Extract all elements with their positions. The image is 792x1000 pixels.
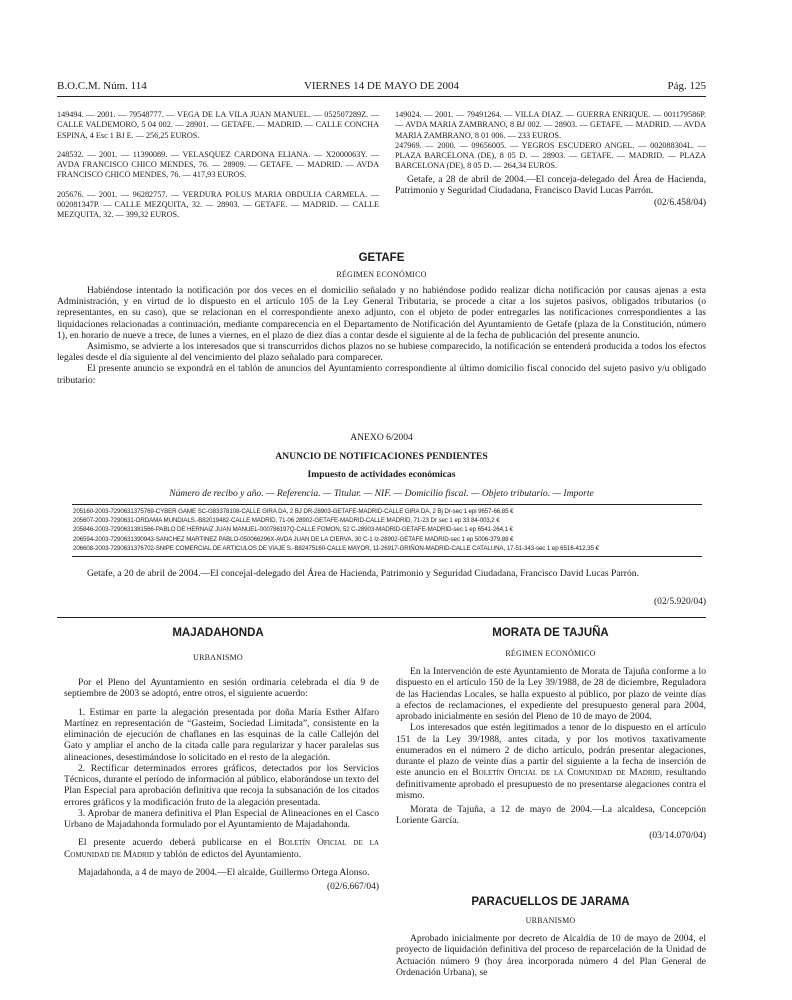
table-row: 205607-2003-7290631-ORDAMA MUNDIALS.-B82019482-CALLE MADRID, 71-06 28902-GETAFE-MADRID-CALLE MADRID, 71-23 Dr sec 1 ep 33 84-003,2 € <box>73 517 500 525</box>
paragraph <box>64 837 379 860</box>
bulletin-name: Boletín Oficial de la Comunidad de Madrid <box>64 837 379 860</box>
paragraph: Aprobado inicialmente por decreto de Alcaldía de 10 de mayo de 2004, el proyecto de liquidación definitiva del proceso de reparcelación de la Unidad de Actuación número 9 (hoy área incorporada número 4 del Plan General de Ordenación Urbana), se <box>396 933 706 978</box>
annex-title: ANUNCIO DE NOTIFICACIONES PENDIENTES <box>275 451 488 462</box>
bulletin-number: B.O.C.M. Núm. 114 <box>57 80 147 92</box>
receipt-entry: 247969. — 2000. — 09656005. — YEGROS ESCUDERO ANGEL. — 002088304L. — PLAZA BARCELONA (DE), 8 05 D. — 28903. — GETAFE. — MADRID. — PLAZA BARCELONA (DE), 8 05 D. — 264,34 EUROS. <box>395 140 706 171</box>
paragraph: El presente anuncio se expondrá en el tablón de anuncios del Ayuntamiento correspondiente al último domicilio fiscal conocido del sujeto pasivo y/u obligado tributario: <box>57 363 706 386</box>
bulletin-name: Boletín Oficial de la Comunidad de Madrid <box>472 767 660 779</box>
list-item: 1. Estimar en parte la alegación presentada por doña María Esther Alfaro Martínez en representación de “Gasteim, Sociedad Limitada”, consistente en la eliminación de ejecución de chaflanes en las esquinas de la calle Callejón del Gato y ampliar el ancho de la citada calle para regularizar y hacer paralelas sus alineaciones, desestimándose lo solicitado en el resto de la alegación. <box>64 706 379 763</box>
issue-date: VIERNES 14 DE MAYO DE 2004 <box>303 80 460 92</box>
paragraph: Habiéndose intentado la notificación por dos veces en el domicilio señalado y no habiéndose podido realizar dicha notificación por causas ajenas a esta Administración, y en virtud de lo dispuesto en el artículo 105 de la Ley General Tributaria, se procede a citar a los sujetos pasivos, obligados tributarios (o representantes, en su caso), que se relacionan en el correspondiente anexo adjunto, con el objeto de poder entregarles las notificaciones correspondientes a las liquidaciones relacionadas a continuación, mediante comparecencia en el Departamento de Notificación del Ayuntamiento de Getafe (plaza de la Constitución, número 1), en horario de nueve a trece, de lunes a viernes, en el plazo de diez días a contar desde el siguiente al de la fecha de publicación del presente anuncio. <box>57 285 706 341</box>
receipt-entry: 248532. — 2001. — 11390089. — VELASQUEZ CARDONA ELIANA. — X2000063Y. — AVDA FRANCISCO CHICO MENDES, 76. — 28909. — GETAFE. — MADRID. — AVDA FRANCISCO CHICO MENDES, 76. — 417,93 EUROS. <box>57 149 379 180</box>
reference-code: (03/14.070/04) <box>649 830 706 841</box>
table-bottom-rule <box>72 556 702 557</box>
paracuellos-body <box>396 933 706 978</box>
paragraph <box>396 722 706 801</box>
reference-code: (02/5.920/04) <box>654 597 706 607</box>
receipt-entry: 205676. — 2001. — 96282757. — VERDURA POLUS MARIA OBDULIA CARMELA. — 002081347P. — CALLE MEZQUITA, 32. — 28903. — GETAFE. — MADRID. — CALLE MEZQUITA, 32. — 399,32 EUROS. <box>57 189 379 220</box>
getafe-body <box>57 285 706 386</box>
reference-code: (02/6.667/04) <box>327 882 379 892</box>
section-title-majadahonda: MAJADAHONDA <box>172 627 264 639</box>
paragraph: En la Intervención de este Ayuntamiento de Morata de Tajuña conforme a lo dispuesto en el artículo 150 de la Ley 39/1988, de 28 de diciembre, Reguladora de las Haciendas Locales, se halla expuesto al público, por plazo de veinte días a efectos de reclamaciones, el expediente del presupuesto general para 2004, aprobado inicialmente en sesión del Pleno de 10 de mayo de 2004. <box>396 666 706 722</box>
paragraph: Por el Pleno del Ayuntamiento en sesión ordinaria celebrada el día 9 de septiembre de 2003 se adoptó, entre otros, el siguiente acuerdo: <box>64 677 379 700</box>
text-segment: y tablón de edictos del Ayuntamiento. <box>154 848 302 860</box>
table-row: 206608-2003-7290631376702-SNIPE COMERCIAL DE ARTICULOS DE VIAJE S.-B82475160-CALLE MAYOR, 11-26917-GRIÑON-MADRID-CALLE CATALUNA, 17-51-343-sec 1 ep 6516-412,35 € <box>73 544 599 552</box>
table-row: 205846-2003-7290631381566-PABLO DE HERNAIZ JUAN MANUEL-000786197Q-CALLE FOMON, 52 C-28903-MADRID-GETAFE-MADRID-sec 1 ep 6541-264,1 € <box>73 526 513 534</box>
section-title-morata: MORATA DE TAJUÑA <box>492 627 609 639</box>
section-divider <box>57 617 706 618</box>
annex-number: ANEXO 6/2004 <box>350 432 413 443</box>
table-row: 206594-2003-7290631390943-SANCHEZ MARTINEZ PABLO-050066296X-AVDA JUAN DE LA CIERVA, 30 C-1 Iz-28902-GETAFE MADRID-sec 1 ep 5006-379,88 € <box>73 535 514 543</box>
section-title-getafe: GETAFE <box>358 252 405 264</box>
table-top-rule <box>72 504 702 505</box>
table-row: 205160-2003-7290631375769-CYBER GAME SC-G83378108-CALLE GIRA DA, 2 BJ DR-28903-GETAFE-MADRID-CALLE GIRA DA, 2 Bj Dr-sec 1 epi 9657-66,85 € <box>73 508 514 515</box>
section-title-paracuellos: PARACUELLOS DE JARAMA <box>471 896 630 908</box>
reference-code: (02/6.458/04) <box>654 198 706 209</box>
signature: Getafe, a 20 de abril de 2004.—El concejal-delegado del Área de Hacienda, Patrimonio y Seguridad Ciudadana, Francisco David Lucas Parrón. <box>87 568 639 579</box>
getafe-signature-block <box>57 568 706 579</box>
receipt-entry: 149024. — 2001. — 79491264. — VILLA DIAZ. — GUERRA ENRIQUE. — 001179586P. — AVDA MARIA ZAMBRANO, 8 BJ 002. — 28903. — GETAFE. — MADRID. — AVDA MARIA ZAMBRANO, 8 01 006. — 233 EUROS. <box>395 110 706 140</box>
text-segment: , resultando definitivamente aprobado el presupuesto de no presentarse alegaciones contra el mismo. <box>396 767 707 801</box>
section-subtitle: RÉGIMEN ECONÓMICO <box>336 270 427 279</box>
page-number: Pág. 125 <box>667 80 706 92</box>
morata-body <box>396 666 706 842</box>
page-header <box>57 80 706 94</box>
signature: Morata de Tajuña, a 12 de mayo de 2004.—La alcaldesa, Concepción Loriente García. <box>396 804 706 827</box>
signature: Majadahonda, a 4 de mayo de 2004.—El alcalde, Guillermo Ortega Alonso. <box>78 866 370 878</box>
top-right-column <box>395 110 706 208</box>
header-rule <box>57 96 706 97</box>
section-subtitle: URBANISMO <box>525 916 576 925</box>
text-segment: Los interesados que estén legitimados a tenor de lo dispuesto en el artículo 151 de la Ley 39/1988, antes citada, y por los motivos taxativamente enumerados en el número 2 de dicho artículo, podrán presentar alegaciones, durante el plazo de veinte días a partir del siguiente a la fecha de inserción de este anuncio en el <box>396 722 706 779</box>
paragraph: Asimismo, se advierte a los interesados que si transcurridos dichos plazos no se hubiese comparecido, la notificación se entenderá producida a todos los efectos legales desde el día siguiente al del vencimiento del plazo señalado para comparecer. <box>57 341 706 364</box>
top-left-column <box>57 110 379 230</box>
section-subtitle: URBANISMO <box>193 653 243 662</box>
signature: Getafe, a 28 de abril de 2004.—El conceja-delegado del Área de Hacienda, Patrimonio y Seguridad Ciudadana, Francisco David Lucas Parrón. <box>395 173 706 196</box>
receipt-entry: 149494. — 2001. — 79548777. — VEGA DE LA VILA JUAN MANUEL. — 052507289Z. — CALLE VALDEMORO, 5 04 002. — 28901. — GETAFE. — MADRID. — CALLE CONCHA ESPINA, 4 Esc 1 BJ E. — 256,25 EUROS. <box>57 110 379 140</box>
list-item: 2. Rectificar determinados errores gráficos, detectados por los Servicios Técnicos, durante el período de información al público, elaborándose un texto del Plan Especial para aprobación definitiva que recoja la subsanación de los citados errores gráficos y la modificación fruto de la alegación presentada. <box>64 762 379 808</box>
annex-subtitle: Impuesto de actividades económicas <box>307 469 456 480</box>
list-item: 3. Aprobar de manera definitiva el Plan Especial de Alineaciones en el Casco Urbano de Majadahonda formulado por el Ayuntamiento de Majadahonda. <box>64 807 379 830</box>
majadahonda-body <box>64 677 379 893</box>
text-segment: El presente acuerdo deberá publicarse en el <box>78 837 279 849</box>
columns-caption: Número de recibo y año. — Referencia. — Titular. — NIF. — Domicilio fiscal. — Objeto tributario. — Importe <box>169 488 594 499</box>
receipts-table <box>73 507 702 553</box>
section-subtitle: RÉGIMEN ECONÓMICO <box>505 649 596 658</box>
